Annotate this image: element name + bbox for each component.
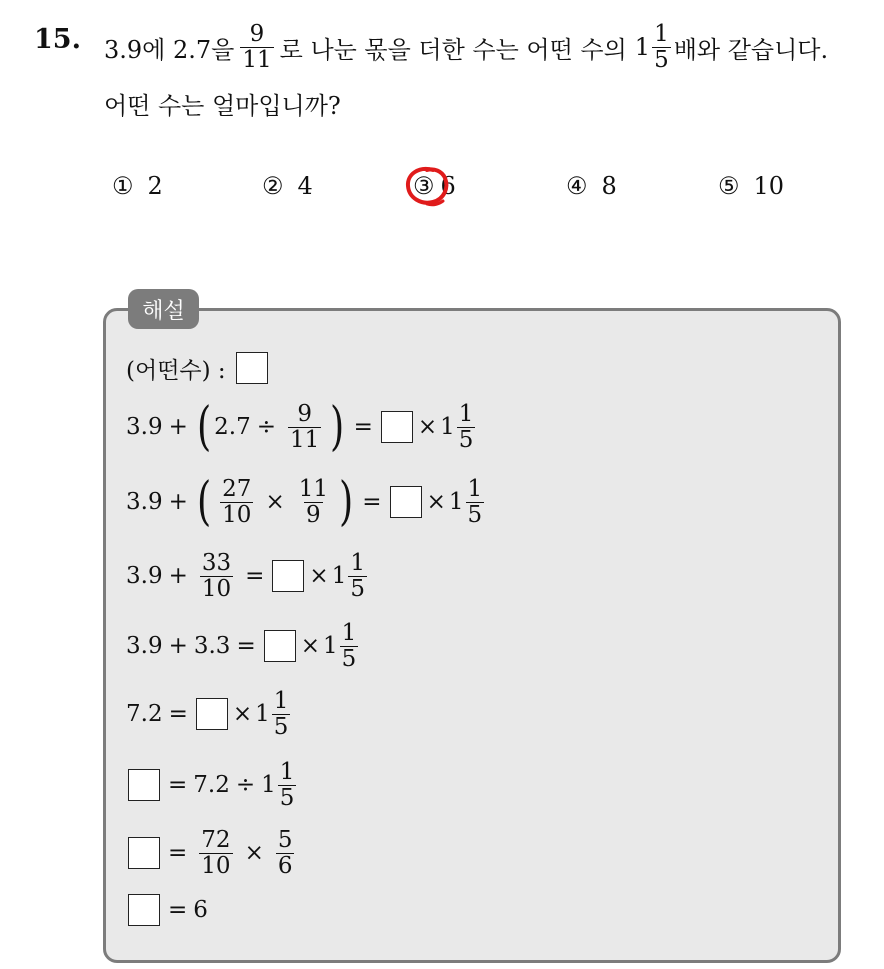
times-sign: × xyxy=(265,489,285,515)
plus-sign: + xyxy=(168,414,188,440)
choice-value: 6 xyxy=(440,172,456,200)
explanation-line-4 xyxy=(126,543,370,609)
mixed-whole: 1 xyxy=(261,772,276,798)
final-answer: 6 xyxy=(193,897,208,923)
explanation-line-8 xyxy=(126,821,300,885)
blank-box xyxy=(128,769,160,801)
fraction-denominator: 5 xyxy=(279,784,295,811)
mixed-whole: 1 xyxy=(323,633,338,659)
blank-box xyxy=(128,837,160,869)
fraction-denominator: 5 xyxy=(467,501,483,528)
fraction xyxy=(272,689,291,738)
equals-sign: = xyxy=(168,840,188,866)
question-text-part: 배와 같습니다. xyxy=(673,35,829,64)
mixed-number xyxy=(449,477,487,526)
explanation-line-7 xyxy=(126,753,299,817)
explanation-line-9 xyxy=(126,892,208,928)
question-text-part: 3.9에 2.7을 xyxy=(104,35,235,64)
fraction xyxy=(340,621,359,670)
fraction-denominator: 5 xyxy=(350,575,365,602)
left-paren: ( xyxy=(196,472,212,532)
fraction-denominator: 11 xyxy=(290,426,320,453)
equals-sign: = xyxy=(236,633,256,659)
fraction xyxy=(457,402,476,451)
fraction xyxy=(288,402,321,451)
choice-marker: ① xyxy=(112,172,134,200)
choice-marker: ④ xyxy=(566,172,588,200)
mixed-number xyxy=(440,402,478,451)
equals-sign: = xyxy=(168,897,188,923)
fraction-numerator: 33 xyxy=(201,550,232,577)
explanation-line-2 xyxy=(126,392,478,462)
choice-4[interactable] xyxy=(566,172,617,200)
mixed-number xyxy=(323,621,361,670)
mixed-whole: 1 xyxy=(331,563,347,589)
question-text-part: 로 나눈 몫을 더한 수는 어떤 수의 xyxy=(279,35,627,64)
fraction xyxy=(220,477,253,526)
fraction-denominator: 5 xyxy=(458,426,474,453)
fraction-numerator: 1 xyxy=(273,688,289,715)
times-sign: × xyxy=(417,414,438,440)
mixed-number xyxy=(255,689,293,738)
fraction-numerator: 1 xyxy=(350,550,365,577)
equals-sign: = xyxy=(353,414,373,440)
fraction xyxy=(652,22,671,71)
fraction-numerator: 27 xyxy=(222,476,252,503)
explanation-line-1 xyxy=(126,350,270,386)
blank-box xyxy=(196,698,228,730)
fraction xyxy=(200,551,233,600)
blank-box xyxy=(236,352,268,384)
choice-value: 10 xyxy=(753,172,785,200)
blank-box xyxy=(272,560,304,592)
right-paren: ) xyxy=(330,397,345,457)
blank-box xyxy=(381,411,413,443)
choice-2[interactable] xyxy=(262,172,313,200)
fraction xyxy=(348,551,367,600)
fraction-numerator: 9 xyxy=(249,21,265,48)
mixed-whole: 1 xyxy=(255,701,270,727)
fraction-denominator: 9 xyxy=(306,501,321,528)
choice-marker: ⑤ xyxy=(718,172,740,200)
fraction xyxy=(278,760,297,809)
mixed-number xyxy=(635,22,674,71)
question-number: 15. xyxy=(34,24,81,55)
mixed-whole: 1 xyxy=(634,33,651,61)
number: 3.9 xyxy=(126,414,163,440)
fraction-numerator: 72 xyxy=(201,827,231,854)
divide-sign: ÷ xyxy=(256,414,277,440)
fraction-denominator: 11 xyxy=(242,46,272,73)
explanation-line-6 xyxy=(126,682,293,746)
times-sign: × xyxy=(309,563,329,589)
mixed-whole: 1 xyxy=(440,414,455,440)
plus-sign: + xyxy=(168,633,188,659)
number: 2.7 xyxy=(214,414,251,440)
choice-1[interactable] xyxy=(112,172,163,200)
explanation-line-3 xyxy=(126,467,487,537)
blank-box xyxy=(128,894,160,926)
fraction-denominator: 6 xyxy=(277,852,293,879)
times-sign: × xyxy=(300,633,320,659)
explanation-label: 해설 xyxy=(128,289,199,329)
fraction xyxy=(199,828,232,877)
number: 7.2 xyxy=(193,772,230,798)
mixed-number xyxy=(332,551,370,600)
fraction-denominator: 10 xyxy=(222,501,252,528)
explanation-line-5 xyxy=(126,614,361,678)
question-line-2: 어떤 수는 얼마입니까? xyxy=(104,92,341,120)
fraction-denominator: 5 xyxy=(273,713,289,740)
answer-circle-mark xyxy=(403,164,451,208)
fraction-numerator: 1 xyxy=(279,759,295,786)
fraction-denominator: 10 xyxy=(201,575,232,602)
number: 3.9 xyxy=(126,489,163,515)
number: 3.9 xyxy=(126,563,163,589)
fraction-numerator: 1 xyxy=(341,620,357,647)
equals-sign: = xyxy=(245,563,265,589)
divide-sign: ÷ xyxy=(235,772,256,798)
number: 3.9 xyxy=(126,633,163,659)
equals-sign: = xyxy=(168,701,188,727)
fraction xyxy=(276,828,295,877)
fraction-denominator: 10 xyxy=(201,852,231,879)
fraction-numerator: 1 xyxy=(458,401,474,428)
fraction xyxy=(240,22,273,71)
blank-box xyxy=(390,486,422,518)
choice-value: 4 xyxy=(297,172,313,200)
fraction xyxy=(297,477,330,526)
times-sign: × xyxy=(232,701,253,727)
equals-sign: = xyxy=(168,772,188,798)
unknown-definition: (어떤수) : xyxy=(126,357,226,384)
mixed-number xyxy=(261,760,299,809)
fraction-numerator: 9 xyxy=(297,401,312,428)
fraction-denominator: 5 xyxy=(654,46,669,73)
choice-marker: ③ xyxy=(413,172,435,200)
fraction-denominator: 5 xyxy=(341,645,357,672)
right-paren: ) xyxy=(339,472,354,532)
choice-value: 2 xyxy=(147,172,163,200)
plus-sign: + xyxy=(168,563,188,589)
number: 7.2 xyxy=(126,701,163,727)
fraction-numerator: 1 xyxy=(467,476,483,503)
fraction-numerator: 11 xyxy=(298,476,328,503)
choice-marker: ② xyxy=(262,172,284,200)
mixed-whole: 1 xyxy=(448,489,464,515)
question-line-1 xyxy=(104,14,828,80)
times-sign: × xyxy=(426,489,446,515)
fraction xyxy=(466,477,485,526)
equals-sign: = xyxy=(362,489,382,515)
left-paren: ( xyxy=(196,397,212,457)
fraction-numerator: 5 xyxy=(277,827,293,854)
plus-sign: + xyxy=(168,489,188,515)
number: 3.3 xyxy=(193,633,231,659)
blank-box xyxy=(264,630,296,662)
choice-5[interactable] xyxy=(718,172,784,200)
times-sign: × xyxy=(244,840,264,866)
fraction-numerator: 1 xyxy=(654,21,669,48)
choice-value: 8 xyxy=(601,172,617,200)
